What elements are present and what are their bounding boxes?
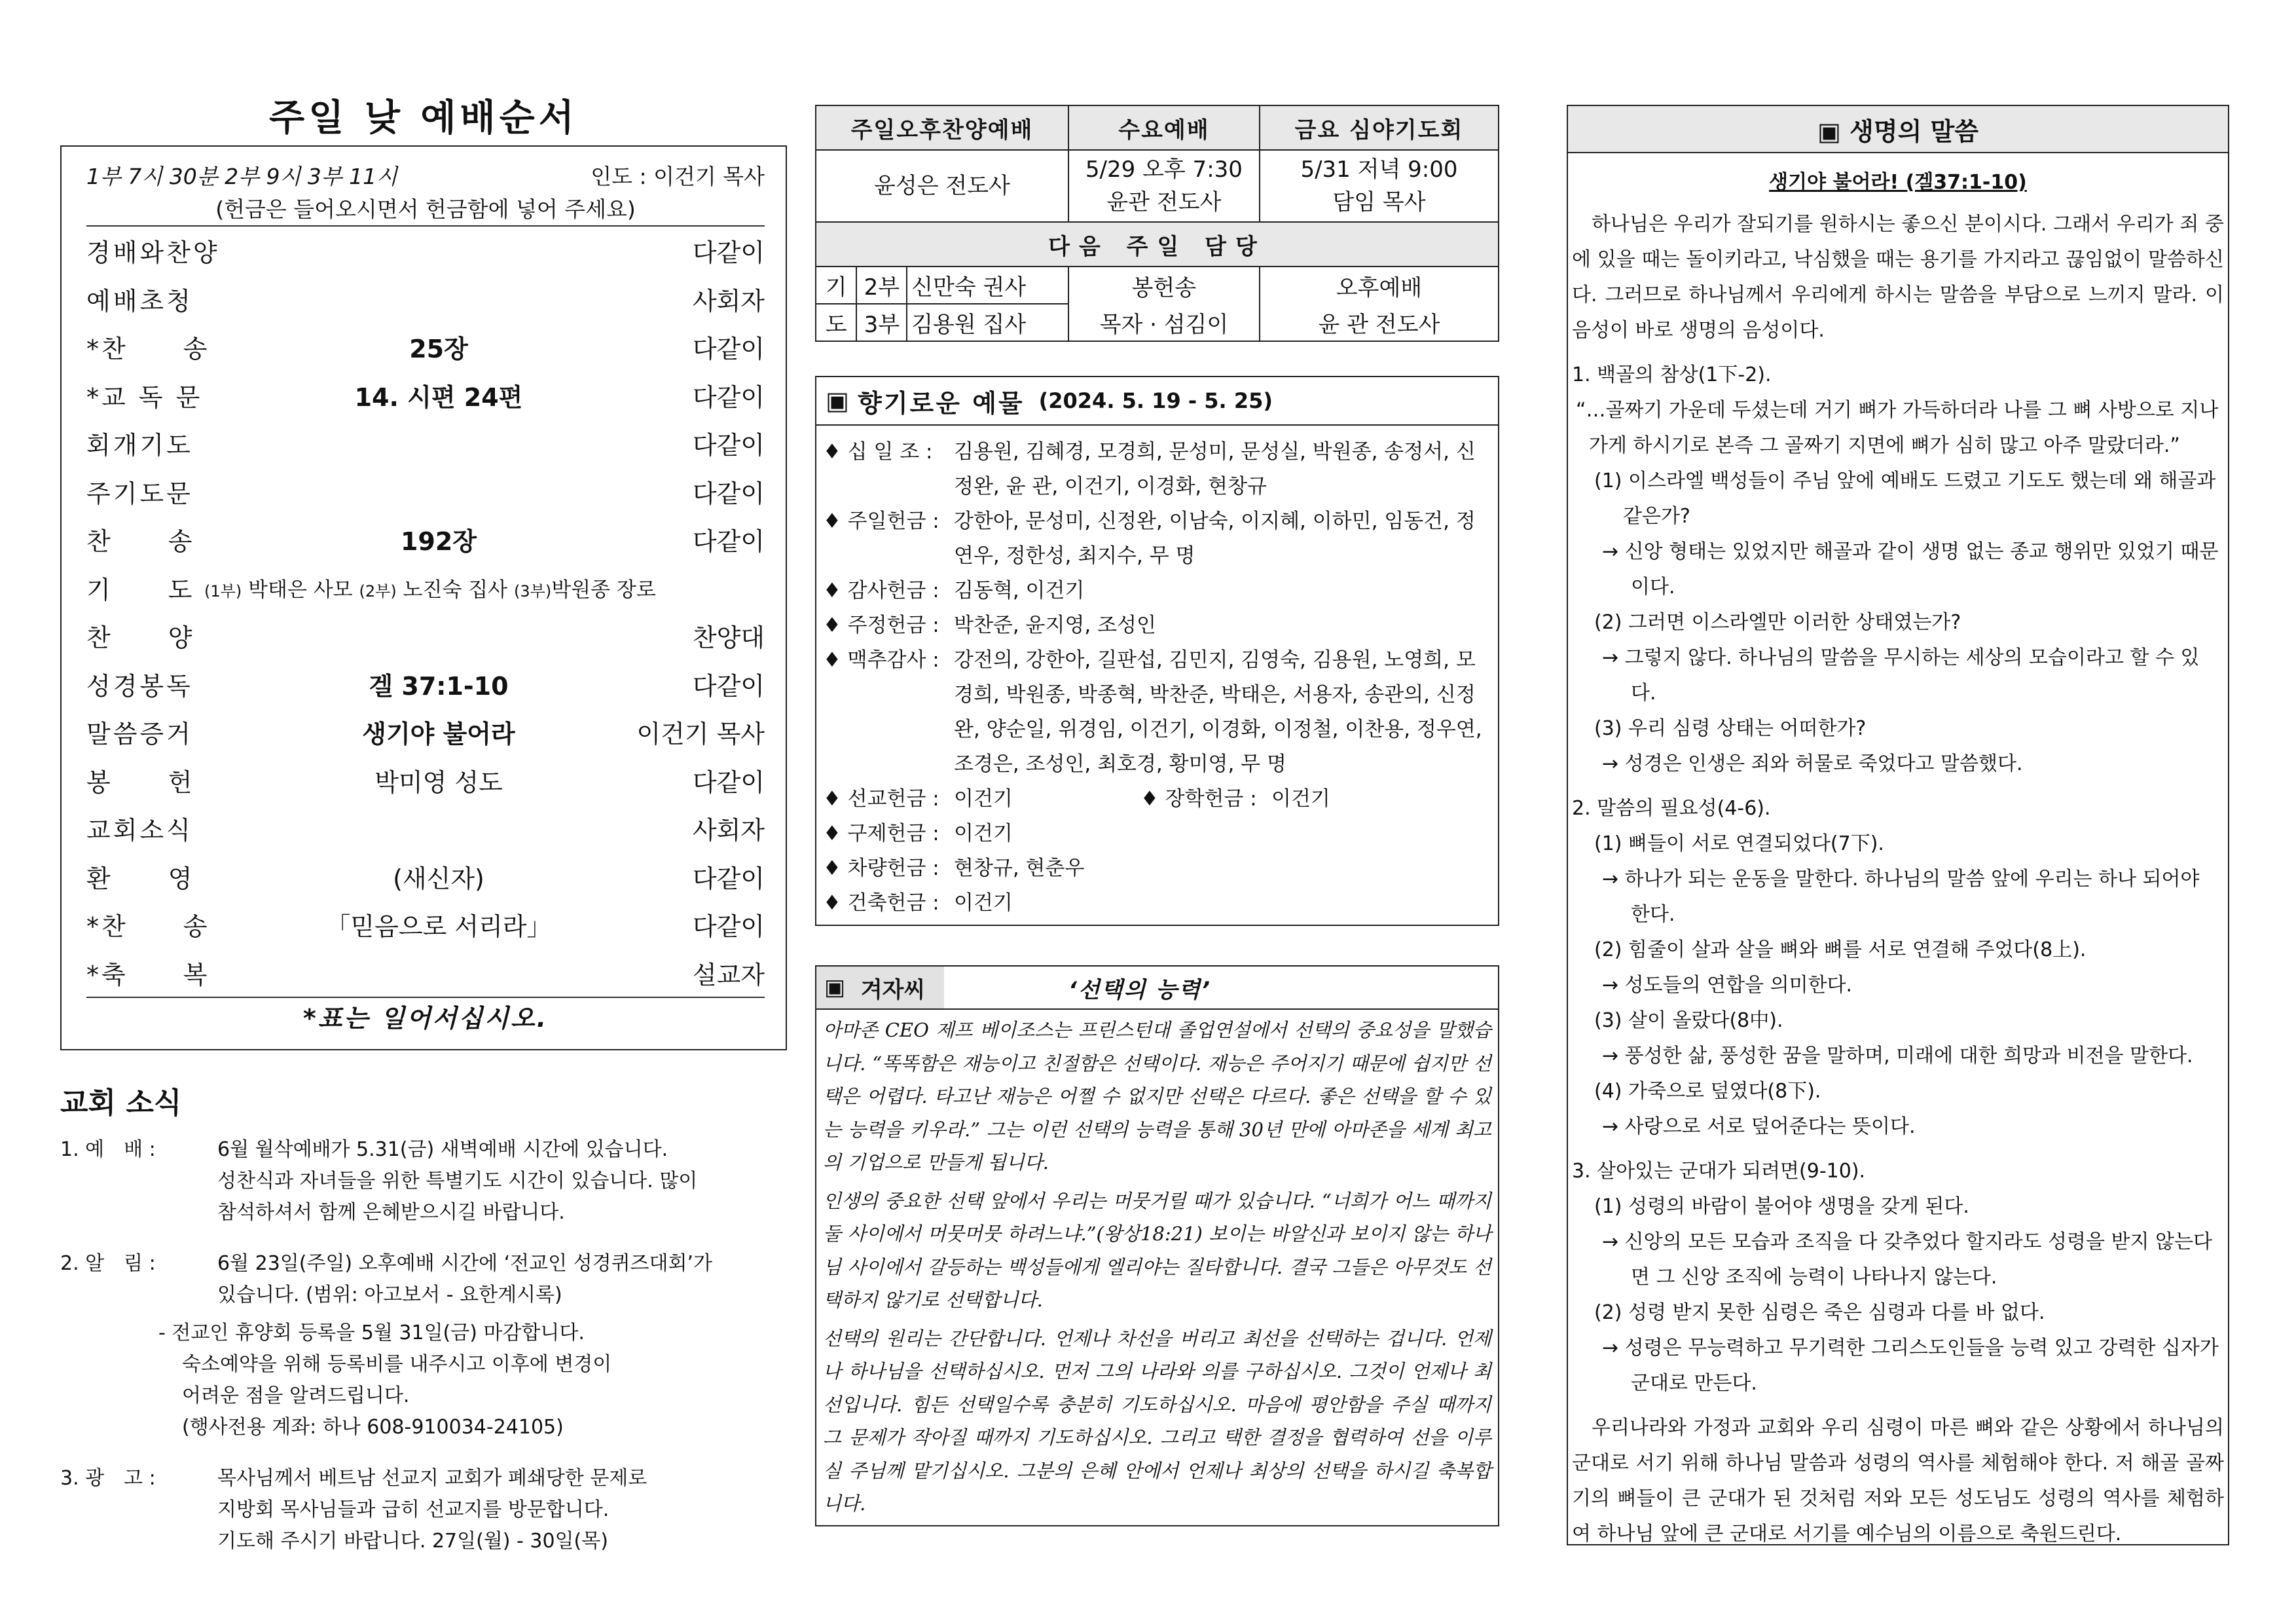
order-detail: 192장 [400, 527, 477, 557]
offering-title: 향기로운 예물 [858, 388, 1025, 418]
point: (3) 우리 심령 상태는 어떠한가? [1594, 717, 1867, 740]
offering-song-name: 목자 · 섬김이 [1068, 304, 1260, 341]
order-item: 찬 양 [86, 623, 195, 653]
order-row [86, 804, 765, 853]
order-row [86, 949, 765, 997]
prayer-row [86, 564, 765, 612]
sched-header: 주일오후찬양예배 [816, 105, 1068, 150]
order-list [86, 227, 765, 997]
sched-cell [1068, 150, 1260, 222]
prayer-duty-cell [816, 267, 1068, 341]
square-icon: ▣ [824, 974, 846, 1001]
answer: → 성도들의 연합을 의미한다. [1602, 974, 1853, 997]
sermon-summary [1568, 153, 2228, 1552]
sched-header: 금요 심야기도회 [1260, 105, 1499, 150]
offering-kind: ♦ 건축헌금 : [823, 891, 939, 915]
bank-account: (행사전용 계좌: 하나 608-910034-24105) [182, 1416, 564, 1439]
prayer-leader-2: 노진숙 집사 [403, 578, 508, 602]
sermon-subtitle: 생기야 불어라! (겔37:1-10) [1769, 171, 2027, 194]
order-leader: 다같이 [692, 767, 765, 797]
order-detail: 25장 [409, 335, 468, 364]
order-leader: 다같이 [692, 864, 765, 893]
offering-note: (헌금은 들어오시면서 헌금함에 넣어 주세요) [86, 193, 765, 227]
service-times: 1부 7시 30분 2부 9시 3부 11시 [86, 163, 398, 189]
order-leader: 다같이 [692, 527, 765, 557]
order-row [86, 468, 765, 516]
essay-title: ‘선택의 능력’ [1068, 976, 1211, 1003]
scripture-quote: “…골짜기 가운데 두셨는데 거기 뼈가 가득하더라 나를 그 뼈 사방으로 지나가게 하시기로 본즉 그 골짜기 지면에 뼈가 심히 많고 아주 말랐더라.” [1576, 399, 2219, 457]
sched-header: 수요예배 [1068, 105, 1260, 150]
order-row [86, 756, 765, 805]
offering-row [823, 851, 1489, 886]
section-heading: 3. 살아있는 군대가 되려면(9-10). [1572, 1160, 1866, 1183]
news-item [60, 1248, 787, 1311]
offering-kind: ♦ 주일헌금 : [823, 509, 939, 533]
order-detail: (새신자) [393, 864, 484, 893]
word-title: ▣ 생명의 말씀 [1568, 106, 2228, 153]
offering-names: 이건기 [954, 891, 1013, 915]
news-line: 있습니다. (범위: 아고보서 - 요한계시록) [217, 1283, 562, 1306]
order-leader: 다같이 [692, 335, 765, 364]
offering-kind: ♦ 주정헌금 : [823, 614, 939, 637]
news-text [217, 1463, 787, 1557]
offering-names: 이건기 [1271, 787, 1330, 811]
word-of-life-section [1567, 105, 2229, 1545]
order-item: 봉 헌 [86, 767, 195, 797]
afternoon-title: 오후예배 [1260, 267, 1499, 304]
order-row [86, 708, 765, 756]
order-row [86, 323, 765, 371]
sched-cell: 윤성은 전도사 [816, 150, 1068, 222]
section-heading: 2. 말씀의 필요성(4-6). [1572, 797, 1771, 820]
wed-time: 5/29 오후 7:30 [1085, 157, 1243, 183]
fri-leader: 담임 목사 [1332, 189, 1426, 215]
duty-label: 기 [816, 267, 856, 304]
offering-row [823, 817, 1489, 851]
offering-kind: ♦ 감사헌금 : [823, 579, 939, 602]
point: (2) 힘줄이 살과 살을 뼈와 뼈를 서로 연결해 주었다(8上). [1594, 938, 2086, 961]
order-detail: 박미영 성도 [374, 767, 503, 797]
offering-kind: ♦ 구제헌금 : [823, 822, 939, 845]
news-line: 6월 월삭예배가 5.31(금) 새벽예배 시간에 있습니다. [217, 1138, 668, 1161]
sermon-title: 생기야 불어라 [362, 720, 515, 749]
order-item: *찬 송 [86, 912, 210, 942]
order-item: 교회소식 [86, 816, 193, 845]
order-leader: 다같이 [692, 382, 765, 412]
order-row [86, 371, 765, 420]
order-row [86, 275, 765, 323]
news-label: 2. 알 림 : [60, 1252, 162, 1275]
prayer-leader-1: 박태은 사모 [248, 578, 353, 602]
order-item: 말씀증거 [86, 720, 193, 749]
news-label: 1. 예 배 : [60, 1138, 162, 1161]
order-item: *교 독 문 [86, 382, 203, 412]
prayer-leader-3: 박원종 장로 [551, 578, 656, 602]
order-leader: 이건기 목사 [636, 720, 765, 749]
news-line: 지방회 목사님들과 급히 선교지를 방문합니다. [217, 1498, 610, 1521]
news-line: 목사님께서 베트남 선교지 교회가 폐쇄당한 문제로 [217, 1467, 647, 1490]
schedule-and-offering-section [815, 105, 1499, 1526]
worship-order-box [60, 145, 787, 1050]
offering-kind: ♦ 선교헌금 : [823, 787, 939, 811]
prayer-leaders [204, 573, 765, 602]
answer: → 성령은 무능력하고 무기력한 그리스도인들을 능력 있고 강력한 십자가 군대로 만든다. [1602, 1337, 2219, 1395]
offering-kind: ♦ 장학헌금 : [1140, 787, 1257, 811]
offering-row [823, 608, 1489, 643]
offering-kind: ♦ 십 일 조 : [823, 440, 933, 464]
point: (1) 이스라엘 백성들이 주님 앞에 예배도 드렸고 기도도 했는데 왜 해골과 같은가? [1594, 470, 2216, 528]
offering-row [823, 886, 1489, 921]
news-line: 6월 23일(주일) 오후예배 시간에 ‘전교인 성경퀴즈대회’가 [217, 1252, 713, 1275]
news-text [217, 1248, 787, 1311]
square-icon: ▣ [826, 386, 849, 415]
news-label: 3. 광 고 : [60, 1467, 162, 1490]
answer: → 풍성한 삶, 풍성한 꿈을 말하며, 미래에 대한 희망과 비전을 말한다. [1602, 1044, 2193, 1067]
answer: → 성경은 인생은 죄와 허물로 죽었다고 말씀했다. [1602, 752, 2023, 775]
order-row [86, 612, 765, 660]
presider: 인도 : 이건기 목사 [591, 163, 765, 189]
sched-cell [1260, 150, 1499, 222]
next-week-title: 다음 주일 담당 [816, 222, 1499, 267]
order-row [86, 227, 765, 275]
point: (4) 가죽으로 덮였다(8下). [1594, 1080, 1821, 1103]
offering-names: 이건기 [954, 822, 1013, 845]
order-leader: 다같이 [692, 671, 765, 701]
order-leader: 다같이 [692, 479, 765, 508]
essay-paragraph: 인생의 중요한 선택 앞에서 우리는 머뭇거릴 때가 있습니다. “너희가 어느 때까지 둘 사이에서 머뭇머뭇 하려느냐.”(왕상18:21) 보이는 바알신과 보이지 않는 하나님 사이에서 갈등하는 백성들에게 엘리야는 질타합니다. 결국 그들은 아무것도 선택하지 않기로 선택합니다. [823, 1189, 1491, 1311]
offering-names: 이건기 [954, 787, 1013, 811]
point: (2) 그러면 이스라엘만 이러한 상태였는가? [1594, 611, 1961, 634]
duty-label: 도 [816, 304, 856, 341]
stand-note: *표는 일어서십시오. [86, 997, 765, 1037]
offering-date: (2024. 5. 19 - 5. 25) [1038, 388, 1273, 413]
church-news-title: 교회 소식 [60, 1086, 182, 1120]
order-leader: 다같이 [692, 912, 765, 942]
offering-kind: ♦ 맥추감사 : [823, 648, 939, 672]
offering-names: 김동혁, 이건기 [954, 579, 1085, 602]
duty-name: 김용원 집사 [911, 312, 1027, 338]
answer: → 그렇지 않다. 하나님의 말씀을 무시하는 세상의 모습이라고 할 수 있다. [1602, 646, 2200, 705]
news-line: - 전교인 휴양회 등록을 5월 31일(금) 마감합니다. [158, 1321, 585, 1344]
order-item: 찬 송 [86, 527, 195, 557]
order-item: *축 복 [86, 960, 210, 989]
offering-names: 박찬준, 윤지영, 조성인 [954, 614, 1156, 637]
essay-body [816, 1010, 1498, 1521]
service-schedule-table [815, 105, 1499, 342]
essay-tag-label: 겨자씨 [860, 976, 926, 1003]
order-leader: 설교자 [692, 960, 765, 989]
duty-part: 2부 [856, 267, 907, 304]
essay-tag [816, 967, 944, 1008]
news-line: 어려운 점을 알려드립니다. [182, 1384, 410, 1407]
offering-row [823, 643, 1489, 782]
order-row [86, 660, 765, 709]
service-info [86, 157, 765, 193]
fri-time: 5/31 저녁 9:00 [1300, 157, 1458, 183]
order-detail: 14. 시편 24편 [354, 382, 523, 412]
duty-part: 3부 [856, 304, 907, 341]
order-item: 경배와찬양 [86, 238, 220, 268]
point: (1) 뼈들이 서로 연결되었다(7下). [1594, 832, 1884, 855]
order-item: 성경봉독 [86, 671, 193, 701]
point: (2) 성령 받지 못한 심령은 죽은 심령과 다를 바 없다. [1594, 1301, 2045, 1324]
page-title: 주일 낮 예배순서 [269, 97, 578, 139]
offering-kind: ♦ 차량헌금 : [823, 857, 939, 880]
order-item: 회개기도 [86, 431, 193, 460]
offering-box [815, 376, 1499, 926]
order-detail: 겔 37:1-10 [369, 671, 509, 701]
order-leader: 사회자 [692, 816, 765, 845]
offering-names: 강전의, 강한아, 길판섭, 김민지, 김영숙, 김용원, 노영희, 모경희, 박원종, 박종혁, 박찬준, 박태은, 서용자, 송관의, 신정완, 양순일, 위경임, 이건기, 이경화, 이정철, 이찬용, 정우연, 조경은, 조성인, 최호경, 황미영, 무 명 [954, 648, 1482, 776]
answer: → 하나가 되는 운동을 말한다. 하나님의 말씀 앞에 우리는 하나 되어야 한다. [1602, 868, 2200, 926]
offering-row-pair [823, 782, 1489, 817]
order-leader: 사회자 [692, 286, 765, 316]
order-item: 환 영 [86, 864, 195, 893]
offering-header [816, 377, 1498, 426]
essay-paragraph: 선택의 원리는 간단합니다. 언제나 차선을 버리고 최선을 선택하는 겁니다. 언제나 하나님을 선택하십시오. 먼저 그의 나라와 의를 구하십시오. 그것이 언제나 최선입니다. 힘든 선택일수록 충분히 기도하십시오. 마음에 평안함을 주실 때까지 그 문제가 작아질 때까지 기도하십시오. 그리고 택한 결정을 협력하여 선을 이루실 주님께 맡기십시오. 그분의 은혜 안에서 언제나 최상의 선택을 하시길 축복합니다. [823, 1327, 1491, 1515]
prayer-part-1-tag: (1부) [204, 581, 242, 600]
offering-names: 강한아, 문성미, 신정완, 이남숙, 이지혜, 이하민, 임동건, 정연우, 정한성, 최지수, 무 명 [954, 509, 1476, 568]
news-item [60, 1463, 787, 1557]
offering-row [823, 574, 1489, 608]
prayer-part-2-tag: (2부) [359, 581, 397, 600]
point: (3) 살이 올랐다(8中). [1594, 1009, 1783, 1032]
sermon-intro: 하나님은 우리가 잘되기를 원하시는 좋으신 분이시다. 그래서 우리가 죄 중에 있을 때는 돌이키라고, 낙심했을 때는 용기를 가지라고 끊임없이 말씀하신다. 그러므로 하나님께서 우리에게 하시는 말씀을 부담으로 느끼지 말라. 이 음성이 바로 생명의 음성이다. [1572, 213, 2224, 342]
order-row [86, 853, 765, 901]
offering-list [816, 426, 1498, 921]
order-item: 기 도 [86, 575, 195, 604]
order-row [86, 515, 765, 564]
answer: → 신앙 형태는 있었지만 해골과 같이 생명 없는 종교 행위만 있었기 때문이다. [1602, 540, 2219, 599]
sermon-closing: 우리나라와 가정과 교회와 우리 심령이 마른 뼈와 같은 상황에서 하나님의 군대로 서기 위해 하나님 말씀과 성령의 역사를 체험해야 한다. 저 해골 골짜기의 뼈들이 큰 군대가 된 것처럼 저와 모든 성도님도 성령의 역사를 체험하여 하나님 앞에 큰 군대로 서기를 예수님의 이름으로 축원드린다. [1572, 1416, 2224, 1545]
point: (1) 성령의 바람이 불어야 생명을 갖게 된다. [1594, 1195, 1969, 1218]
wed-leader: 윤관 전도사 [1106, 189, 1222, 215]
order-row [86, 900, 765, 949]
mustard-seed-essay [815, 965, 1499, 1526]
news-item [60, 1134, 787, 1228]
answer: → 신앙의 모든 모습과 조직을 다 갖추었다 할지라도 성령을 받지 않는다면 그 신앙 조직에 능력이 나타나지 않는다. [1602, 1230, 2212, 1289]
order-row [86, 419, 765, 468]
duty-name: 신만숙 권사 [907, 267, 1068, 304]
afternoon-name: 윤 관 전도사 [1260, 304, 1499, 341]
news-text [217, 1134, 787, 1228]
order-leader: 다같이 [692, 238, 765, 268]
offering-row [823, 435, 1489, 504]
offering-row [823, 504, 1489, 574]
news-line: 숙소예약을 위해 등록비를 내주시고 이후에 변경이 [182, 1353, 612, 1376]
essay-header [816, 967, 1498, 1010]
answer: → 사랑으로 서로 덮어준다는 뜻이다. [1602, 1115, 1916, 1138]
news-subitem [60, 1318, 787, 1443]
news-line: 기도해 주시기 바랍니다. 27일(월) - 30일(목) [217, 1530, 608, 1553]
order-detail: 「믿음으로 서리라」 [325, 912, 552, 942]
news-line: 참석하셔서 함께 은혜받으시길 바랍니다. [217, 1201, 565, 1224]
order-leader: 다같이 [692, 431, 765, 460]
offering-song-title: 봉헌송 [1068, 267, 1260, 304]
essay-paragraph: 아마존 CEO 제프 베이조스는 프린스턴대 졸업연설에서 선택의 중요성을 말했습니다. “똑똑함은 재능이고 친절함은 선택이다. 재능은 주어지기 때문에 쉽지만 선택은 어렵다. 타고난 재능은 어쩔 수 없지만 선택은 다르다. 좋은 선택을 할 수 있는 능력을 키우라.” 그는 이런 선택의 능력을 통해 30년 만에 아마존을 세계 최고의 기업으로 만들게 됩니다. [823, 1019, 1491, 1173]
news-line: 성찬식과 자녀들을 위한 특별기도 시간이 있습니다. 많이 [217, 1170, 698, 1192]
order-item: *찬 송 [86, 335, 210, 364]
offering-names: 현창규, 현춘우 [954, 857, 1085, 880]
section-heading: 1. 백골의 참상(1下-2). [1572, 363, 1772, 386]
order-item: 주기도문 [86, 479, 193, 508]
order-leader: 찬양대 [692, 623, 765, 653]
worship-order-section [60, 92, 787, 1557]
prayer-part-3-tag: (3부) [514, 581, 552, 600]
offering-names: 김용원, 김혜경, 모경희, 문성미, 문성실, 박원종, 송정서, 신정완, 윤 관, 이건기, 이경화, 현창규 [954, 440, 1476, 498]
order-item: 예배초청 [86, 286, 193, 316]
